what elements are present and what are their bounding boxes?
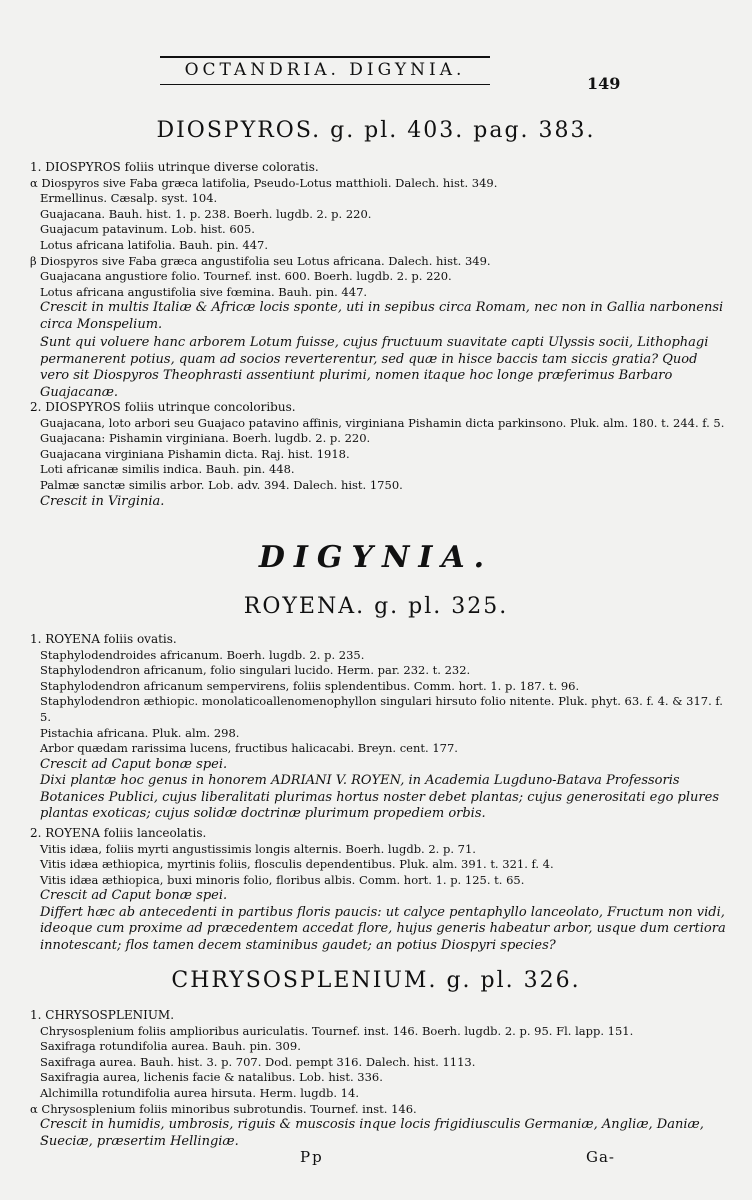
diospyros-species-1 — [30, 160, 730, 401]
habitat-note: Crescit in humidis, umbrosis, riguis & muscosis inque locis frigidiusculis Germaniæ, Angliæ, Daniæ, Sueciæ, præsertim Hellingiæ. — [40, 1117, 704, 1149]
genus-title-royena: ROYENA. g. pl. 325. — [243, 594, 509, 619]
header-rule-bottom — [160, 84, 490, 85]
royena-species-2 — [30, 826, 730, 954]
synonym-line: Lotus africana angustifolia sive fœmina. Bauh. pin. 447. — [40, 284, 368, 299]
synonym-line: Arbor quædam rarissima lucens, fructibus halicacabi. Breyn. cent. 177. — [40, 741, 458, 756]
synonym-line: Staphylodendron africanum sempervirens, foliis splendentibus. Comm. hort. 1. p. 187. t. 96. — [40, 678, 580, 693]
habitat-note: Crescit in Virginia. — [40, 493, 165, 509]
synonym-line: Saxifragia aurea, lichenis facie & natalibus. Lob. hist. 336. — [40, 1070, 383, 1085]
synonym-line: Staphylodendron æthiopic. monolaticoallenomenophyllon singulari hirsuto folio nitente. Pluk. phyt. 63. f. 4. & 317. f. 5. — [40, 694, 723, 724]
synonym-line: Chrysosplenium foliis amplioribus auriculatis. Tournef. inst. 146. Boerh. lugdb. 2. p. 95. Fl. lapp. 151. — [40, 1023, 634, 1038]
synonym-line: Saxifraga aurea. Bauh. hist. 3. p. 707. Dod. pempt 316. Dalech. hist. 1113. — [40, 1054, 476, 1069]
species-heading: 2. ROYENA foliis lanceolatis. — [30, 826, 207, 840]
synonym-line: Vitis idæa æthiopica, myrtinis foliis, flosculis dependentibus. Pluk. alm. 391. t. 321. f. 4. — [40, 857, 554, 872]
synonym-line: Lotus africana latifolia. Bauh. pin. 447. — [40, 237, 268, 252]
diospyros-species-2 — [30, 400, 730, 510]
synonym-line: β Diospyros sive Faba græca angustifolia seu Lotus africana. Dalech. hist. 349. — [30, 253, 491, 268]
chrysosplenium-species-1 — [30, 1008, 730, 1150]
synonym-line: α Chrysosplenium foliis minoribus subrotundis. Tournef. inst. 146. — [30, 1101, 417, 1116]
commentary-note: Differt hæc ab antecedenti in partibus floris paucis: ut calyce pentaphyllo lanceolato, Fructum non vidi, ideoque cum proxime ad præcedentem accedat flore, hujus generis habeatur arbor, usque dum certiora innotescant; flos tamen decem staminibus gaudet; an potius Diospyri species? — [40, 904, 726, 953]
synonym-line: Guajacana: Pishamin virginiana. Boerh. lugdb. 2. p. 220. — [40, 431, 371, 446]
habitat-note: Crescit in multis Italiæ & Africæ locis sponte, uti in sepibus circa Romam, nec non in Gallia narbonensi circa Monspelium. — [40, 300, 724, 332]
royena-species-1 — [30, 632, 730, 823]
synonym-line: Palmæ sanctæ similis arbor. Lob. adv. 394. Dalech. hist. 1750. — [40, 477, 403, 492]
synonym-line: Pistachia africana. Pluk. alm. 298. — [40, 725, 240, 740]
synonym-line: Alchimilla rotundifolia aurea hirsuta. Herm. lugdb. 14. — [40, 1085, 359, 1100]
running-header — [150, 56, 500, 85]
synonym-line: Loti africanæ similis indica. Bauh. pin. 448. — [40, 462, 295, 477]
species-heading: 2. DIOSPYROS foliis utrinque concoloribus. — [30, 400, 296, 414]
order-title-digynia: DIGYNIA. — [258, 540, 494, 575]
synonym-line: Vitis idæa æthiopica, buxi minoris folio, floribus albis. Comm. hort. 1. p. 125. t. 65. — [40, 872, 525, 887]
habitat-note: Crescit ad Caput bonæ spei. — [40, 888, 228, 904]
signature-mark: Pp — [300, 1148, 324, 1166]
genus-title-chrysosplenium: CHRYSOSPLENIUM. g. pl. 326. — [171, 968, 581, 993]
synonym-line: Vitis idæa, foliis myrti angustissimis longis alternis. Boerh. lugdb. 2. p. 71. — [40, 841, 476, 856]
commentary-note: Sunt qui voluere hanc arborem Lotum fuisse, cujus fructuum suavitate capti Ulyssis socii, Lithophagi permanerent potius, quam ad socios reverterentur, sed quæ in hisce baccis tam siccis gratia? Quod vero sit Diospyros Theophrasti assentiunt plurimi, nomen itaque hoc longe præferimus Barbaro Guajacanæ. — [40, 335, 709, 400]
synonym-line: Staphylodendron africanum, folio singulari lucido. Herm. par. 232. t. 232. — [40, 663, 471, 678]
header-rule-top — [160, 56, 490, 58]
page-number: 149 — [587, 74, 621, 93]
synonym-line: Guajacana angustiore folio. Tournef. inst. 600. Boerh. lugdb. 2. p. 220. — [40, 269, 452, 284]
synonym-line: Staphylodendroides africanum. Boerh. lugdb. 2. p. 235. — [40, 647, 365, 662]
species-heading: 1. DIOSPYROS foliis utrinque diverse coloratis. — [30, 160, 319, 174]
synonym-line: Guajacana virginiana Pishamin dicta. Raj. hist. 1918. — [40, 446, 350, 461]
synonym-line: α Diospyros sive Faba græca latifolia, Pseudo-Lotus matthioli. Dalech. hist. 349. — [30, 175, 498, 190]
synonym-line: Saxifraga rotundifolia aurea. Bauh. pin. 309. — [40, 1039, 301, 1054]
species-heading: 1. CHRYSOSPLENIUM. — [30, 1008, 175, 1022]
habitat-note: Crescit ad Caput bonæ spei. — [40, 756, 228, 772]
synonym-line: Ermellinus. Cæsalp. syst. 104. — [40, 191, 218, 206]
catchword: Ga- — [586, 1148, 615, 1166]
synonym-line: Guajacum patavinum. Lob. hist. 605. — [40, 222, 255, 237]
synonym-line: Guajacana, loto arbori seu Guajaco patavino affinis, virginiana Pishamin dicta parkinsono. Pluk. alm. 180. t. 244. f. 5. — [40, 415, 725, 430]
running-title: OCTANDRIA. DIGYNIA. — [184, 60, 466, 80]
species-heading: 1. ROYENA foliis ovatis. — [30, 632, 177, 646]
commentary-note: Dixi plantæ hoc genus in honorem ADRIANI V. ROYEN, in Academia Lugduno-Batava Professoris Botanices Publici, cujus liberalitati plurimas hortus noster debet plantas; cujus generositati ego plures plantas exoticas; cujus solidæ doctrinæ plurimum propediem orbis. — [40, 773, 719, 822]
genus-title-diospyros: DIOSPYROS. g. pl. 403. pag. 383. — [156, 118, 596, 143]
synonym-line: Guajacana. Bauh. hist. 1. p. 238. Boerh. lugdb. 2. p. 220. — [40, 206, 372, 221]
